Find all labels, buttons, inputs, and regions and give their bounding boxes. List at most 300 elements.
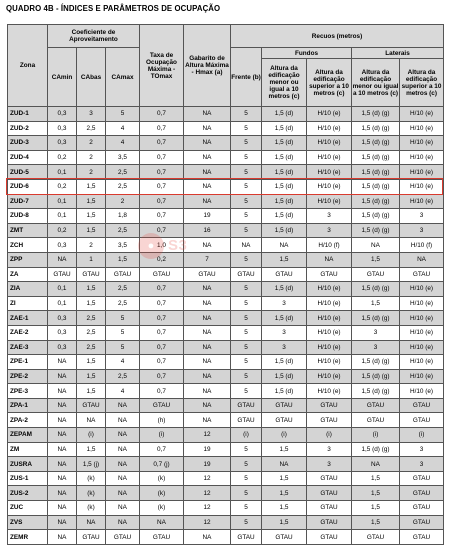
- watermark-text: S3: [168, 237, 188, 254]
- cell-gabarito: 12: [184, 501, 231, 516]
- cell-zona: ZUC: [8, 501, 48, 516]
- cell-laterais-superior: H/10 (e): [400, 150, 444, 165]
- cell-laterais-superior: GTAU: [400, 530, 444, 545]
- cell-laterais-superior: GTAU: [400, 486, 444, 501]
- cell-fundos-menor: 3: [262, 340, 307, 355]
- cell-frente: NA: [231, 238, 262, 253]
- cell-fundos-menor: 1,5 (d): [262, 223, 307, 238]
- cell-camax: 4: [106, 384, 140, 399]
- cell-frente: 5: [231, 282, 262, 297]
- cell-zona: ZUD-8: [8, 209, 48, 224]
- cell-fundos-menor: 1,5: [262, 442, 307, 457]
- cell-laterais-superior: H/10 (e): [400, 121, 444, 136]
- cell-fundos-superior: H/10 (e): [307, 107, 352, 122]
- table-row: [8, 530, 444, 545]
- cell-gabarito: NA: [184, 150, 231, 165]
- cell-camax: 2,5: [106, 179, 140, 194]
- cell-fundos-superior: H/10 (e): [307, 121, 352, 136]
- cell-fundos-superior: H/10 (e): [307, 296, 352, 311]
- cell-laterais-superior: 3: [400, 209, 444, 224]
- cell-camax: 2,5: [106, 223, 140, 238]
- cell-frente: 5: [231, 325, 262, 340]
- table-row: [8, 355, 444, 370]
- cell-camax: 4: [106, 136, 140, 151]
- cell-cabas: 2: [77, 165, 106, 180]
- cell-cabas: (k): [77, 501, 106, 516]
- cell-zona: ZUD-1: [8, 107, 48, 122]
- cell-fundos-superior: (i): [307, 428, 352, 443]
- cell-zona: ZUSRA: [8, 457, 48, 472]
- cell-cabas: 1: [77, 252, 106, 267]
- cell-cabas: 1,5: [77, 209, 106, 224]
- cell-camax: 5: [106, 311, 140, 326]
- cell-camax: 2: [106, 194, 140, 209]
- cell-laterais-menor: GTAU: [352, 530, 400, 545]
- cell-frente: GTAU: [231, 413, 262, 428]
- cell-gabarito: NA: [184, 282, 231, 297]
- cell-cabas: (k): [77, 471, 106, 486]
- cell-zona: ZUS-1: [8, 471, 48, 486]
- cell-camax: GTAU: [106, 267, 140, 282]
- cell-laterais-superior: NA: [400, 252, 444, 267]
- cell-laterais-menor: 1,5 (d) (g): [352, 107, 400, 122]
- cell-zona: ZPE-1: [8, 355, 48, 370]
- coeficiente-header: Coeficiente de Aproveitamento: [48, 25, 140, 48]
- cell-camin: 0,3: [48, 136, 77, 151]
- cell-gabarito: NA: [184, 136, 231, 151]
- occupation-parameters-table: [7, 24, 444, 545]
- cell-taxa: (k): [140, 501, 184, 516]
- cell-camax: NA: [106, 515, 140, 530]
- cell-laterais-menor: GTAU: [352, 413, 400, 428]
- taxa-ocupacao-header: Taxa de Ocupação Máxima - TOmax: [140, 25, 184, 107]
- cell-frente: 5: [231, 194, 262, 209]
- cell-taxa: 0,7: [140, 194, 184, 209]
- table-row: [8, 267, 444, 282]
- cell-zona: ZPP: [8, 252, 48, 267]
- cell-frente: (i): [231, 428, 262, 443]
- cell-fundos-superior: H/10 (e): [307, 355, 352, 370]
- cell-camax: NA: [106, 413, 140, 428]
- cell-taxa: 0,7: [140, 340, 184, 355]
- cell-camin: 0,1: [48, 209, 77, 224]
- cell-fundos-superior: GTAU: [307, 267, 352, 282]
- cell-taxa: 1,0: [140, 238, 184, 253]
- cell-fundos-superior: H/10 (e): [307, 384, 352, 399]
- cell-taxa: 0,7: [140, 107, 184, 122]
- cell-gabarito: NA: [184, 325, 231, 340]
- cell-camin: NA: [48, 398, 77, 413]
- cell-fundos-superior: GTAU: [307, 486, 352, 501]
- cell-zona: ZAE-2: [8, 325, 48, 340]
- cell-laterais-superior: H/10 (e): [400, 179, 444, 194]
- table-row: [8, 340, 444, 355]
- cell-gabarito: NA: [184, 311, 231, 326]
- cell-laterais-menor: 1,5 (d) (g): [352, 223, 400, 238]
- table-row: [8, 121, 444, 136]
- cell-camin: NA: [48, 252, 77, 267]
- cell-frente: GTAU: [231, 530, 262, 545]
- table-row: [8, 471, 444, 486]
- cell-zona: ZAE-1: [8, 311, 48, 326]
- cell-fundos-superior: H/10 (e): [307, 194, 352, 209]
- cell-zona: ZUD-2: [8, 121, 48, 136]
- cell-fundos-superior: NA: [307, 252, 352, 267]
- cell-fundos-menor: 1,5 (d): [262, 179, 307, 194]
- cell-laterais-menor: 1,5: [352, 486, 400, 501]
- cell-laterais-menor: 1,5 (d) (g): [352, 179, 400, 194]
- table-row: [8, 179, 444, 194]
- cell-gabarito: 19: [184, 442, 231, 457]
- cell-camin: NA: [48, 501, 77, 516]
- cell-frente: 5: [231, 223, 262, 238]
- table-row: [8, 136, 444, 151]
- cell-zona: ZIA: [8, 282, 48, 297]
- cell-taxa: 0,7: [140, 369, 184, 384]
- fundos-menor-header: Altura da edificação menor ou igual a 10 metros (c): [262, 59, 307, 107]
- cell-gabarito: NA: [184, 165, 231, 180]
- cell-fundos-menor: 3: [262, 325, 307, 340]
- cell-gabarito: NA: [184, 238, 231, 253]
- cell-fundos-superior: GTAU: [307, 413, 352, 428]
- table-row: [8, 501, 444, 516]
- cell-frente: 5: [231, 486, 262, 501]
- cell-frente: 5: [231, 340, 262, 355]
- cell-camin: 0,3: [48, 121, 77, 136]
- cell-fundos-superior: H/10 (e): [307, 369, 352, 384]
- cell-fundos-superior: GTAU: [307, 501, 352, 516]
- cell-camin: NA: [48, 413, 77, 428]
- cell-frente: 5: [231, 121, 262, 136]
- cell-laterais-superior: 3: [400, 223, 444, 238]
- table-row: [8, 428, 444, 443]
- cell-camin: NA: [48, 355, 77, 370]
- table-row: [8, 296, 444, 311]
- cell-laterais-menor: 1,5 (d) (g): [352, 384, 400, 399]
- table-row: [8, 398, 444, 413]
- cell-fundos-menor: NA: [262, 457, 307, 472]
- cell-zona: ZPE-3: [8, 384, 48, 399]
- cell-fundos-menor: 1,5 (d): [262, 369, 307, 384]
- cell-camin: 0,3: [48, 325, 77, 340]
- cell-camax: 1,8: [106, 209, 140, 224]
- cell-laterais-menor: 1,5 (d) (g): [352, 165, 400, 180]
- cell-fundos-menor: 1,5: [262, 252, 307, 267]
- cell-cabas: GTAU: [77, 267, 106, 282]
- cell-taxa: 0,7: [140, 384, 184, 399]
- cell-zona: ZUD-5: [8, 165, 48, 180]
- cell-zona: ZEMR: [8, 530, 48, 545]
- cell-cabas: NA: [77, 515, 106, 530]
- cell-laterais-menor: 1,5 (d) (g): [352, 355, 400, 370]
- cell-gabarito: NA: [184, 121, 231, 136]
- cell-cabas: 1,5: [77, 355, 106, 370]
- cell-zona: ZI: [8, 296, 48, 311]
- table-row: [8, 325, 444, 340]
- cell-camin: NA: [48, 457, 77, 472]
- cell-frente: 5: [231, 369, 262, 384]
- cell-camin: NA: [48, 486, 77, 501]
- recuos-header: Recuos (metros): [231, 25, 444, 48]
- cell-frente: 5: [231, 457, 262, 472]
- cell-zona: ZPE-2: [8, 369, 48, 384]
- cell-cabas: GTAU: [77, 530, 106, 545]
- cell-fundos-menor: 1,5: [262, 501, 307, 516]
- cell-zona: ZCH: [8, 238, 48, 253]
- cell-fundos-superior: 3: [307, 457, 352, 472]
- cell-frente: 5: [231, 209, 262, 224]
- table-row: [8, 413, 444, 428]
- cell-fundos-superior: H/10 (e): [307, 325, 352, 340]
- cell-fundos-menor: 1,5: [262, 471, 307, 486]
- cell-frente: 5: [231, 311, 262, 326]
- cell-camax: 5: [106, 340, 140, 355]
- cell-laterais-menor: 1,5 (d) (g): [352, 282, 400, 297]
- cell-camax: 2,5: [106, 296, 140, 311]
- cell-camax: GTAU: [106, 530, 140, 545]
- cell-taxa: 0,7: [140, 136, 184, 151]
- cell-frente: 5: [231, 179, 262, 194]
- cell-gabarito: GTAU: [184, 267, 231, 282]
- cell-frente: 5: [231, 442, 262, 457]
- cell-frente: GTAU: [231, 398, 262, 413]
- cell-camax: 2,5: [106, 165, 140, 180]
- cell-gabarito: NA: [184, 369, 231, 384]
- cell-fundos-superior: GTAU: [307, 515, 352, 530]
- zona-header: Zona: [8, 25, 48, 107]
- cell-camax: 1,5: [106, 252, 140, 267]
- cell-laterais-menor: 1,5 (d) (g): [352, 121, 400, 136]
- gabarito-header: Gabarito de Altura Máxima - Hmax (a): [184, 25, 231, 107]
- cell-cabas: 1,5: [77, 384, 106, 399]
- table-row: [8, 369, 444, 384]
- occupation-table-wrapper: [7, 24, 443, 545]
- cell-laterais-superior: H/10 (f): [400, 238, 444, 253]
- cell-fundos-menor: 1,5 (d): [262, 121, 307, 136]
- cell-zona: ZPA-1: [8, 398, 48, 413]
- cell-laterais-superior: H/10 (e): [400, 384, 444, 399]
- cell-laterais-menor: 1,5: [352, 501, 400, 516]
- cell-laterais-menor: 1,5 (d) (g): [352, 209, 400, 224]
- cell-zona: ZVS: [8, 515, 48, 530]
- cell-laterais-menor: (i): [352, 428, 400, 443]
- cell-laterais-menor: 1,5 (d) (g): [352, 311, 400, 326]
- cell-taxa: (k): [140, 471, 184, 486]
- cell-fundos-menor: GTAU: [262, 267, 307, 282]
- cell-cabas: 2,5: [77, 340, 106, 355]
- cell-camax: 2,5: [106, 369, 140, 384]
- cell-laterais-superior: H/10 (e): [400, 296, 444, 311]
- cell-frente: 5: [231, 515, 262, 530]
- cell-laterais-menor: 1,5 (d) (g): [352, 194, 400, 209]
- cell-cabas: 1,5: [77, 194, 106, 209]
- cell-frente: 5: [231, 136, 262, 151]
- cell-gabarito: NA: [184, 398, 231, 413]
- table-title: QUADRO 4B - ÍNDICES E PARÂMETROS DE OCUPAÇÃO: [6, 4, 221, 13]
- cell-frente: 5: [231, 150, 262, 165]
- laterais-menor-header: Altura da edificação menor ou igual a 10 metros (c): [352, 59, 400, 107]
- cell-fundos-menor: 1,5 (d): [262, 282, 307, 297]
- cell-cabas: NA: [77, 413, 106, 428]
- cell-zona: ZMT: [8, 223, 48, 238]
- cell-fundos-menor: 1,5 (d): [262, 107, 307, 122]
- cell-zona: ZUD-7: [8, 194, 48, 209]
- cell-taxa: 0,7: [140, 179, 184, 194]
- cell-camax: 2,5: [106, 282, 140, 297]
- cell-fundos-superior: H/10 (e): [307, 179, 352, 194]
- cell-frente: 5: [231, 296, 262, 311]
- cell-camin: 0,1: [48, 296, 77, 311]
- cell-camin: NA: [48, 369, 77, 384]
- cell-camax: 3,5: [106, 150, 140, 165]
- cell-laterais-superior: H/10 (e): [400, 355, 444, 370]
- cell-camin: NA: [48, 515, 77, 530]
- cell-camax: NA: [106, 471, 140, 486]
- cell-taxa: 0,7: [140, 150, 184, 165]
- cell-zona: ZUD-3: [8, 136, 48, 151]
- cell-camin: 0,1: [48, 194, 77, 209]
- cell-taxa: 0,7: [140, 223, 184, 238]
- fundos-header: Fundos: [262, 48, 352, 59]
- cell-camin: NA: [48, 384, 77, 399]
- cell-laterais-superior: H/10 (e): [400, 282, 444, 297]
- cell-laterais-menor: 1,5: [352, 471, 400, 486]
- cell-camin: 0,2: [48, 150, 77, 165]
- cell-cabas: 2: [77, 136, 106, 151]
- table-row: [8, 252, 444, 267]
- table-row: [8, 442, 444, 457]
- cell-taxa: 0,7: [140, 282, 184, 297]
- cell-fundos-menor: 1,5: [262, 486, 307, 501]
- cell-taxa: 0,2: [140, 252, 184, 267]
- watermark-circle: ●: [138, 233, 164, 259]
- cell-gabarito: 19: [184, 457, 231, 472]
- cell-fundos-superior: H/10 (e): [307, 340, 352, 355]
- cell-laterais-superior: H/10 (e): [400, 311, 444, 326]
- cell-laterais-superior: 3: [400, 442, 444, 457]
- cell-laterais-superior: 3: [400, 457, 444, 472]
- cell-laterais-menor: 1,5: [352, 252, 400, 267]
- cell-laterais-superior: GTAU: [400, 515, 444, 530]
- cell-camax: NA: [106, 428, 140, 443]
- cell-fundos-superior: 3: [307, 209, 352, 224]
- cell-laterais-superior: H/10 (e): [400, 369, 444, 384]
- cell-camax: NA: [106, 457, 140, 472]
- cell-cabas: 2: [77, 238, 106, 253]
- cell-cabas: 2,5: [77, 311, 106, 326]
- cell-laterais-superior: H/10 (e): [400, 136, 444, 151]
- cell-gabarito: NA: [184, 340, 231, 355]
- cell-laterais-superior: GTAU: [400, 398, 444, 413]
- table-row: [8, 238, 444, 253]
- cell-zona: ZUD-6: [8, 179, 48, 194]
- camin-header: CAmin: [48, 48, 77, 107]
- camax-header: CAmax: [106, 48, 140, 107]
- cell-laterais-superior: H/10 (e): [400, 340, 444, 355]
- cell-gabarito: NA: [184, 355, 231, 370]
- cell-taxa: 0,7: [140, 311, 184, 326]
- cell-fundos-superior: GTAU: [307, 471, 352, 486]
- cell-camin: NA: [48, 530, 77, 545]
- cell-zona: ZEPAM: [8, 428, 48, 443]
- cell-gabarito: NA: [184, 296, 231, 311]
- cell-camin: 0,2: [48, 179, 77, 194]
- cell-cabas: 2,5: [77, 121, 106, 136]
- cell-camax: 5: [106, 107, 140, 122]
- cell-zona: ZUD-4: [8, 150, 48, 165]
- cell-taxa: (h): [140, 413, 184, 428]
- cell-laterais-menor: 1,5 (d) (g): [352, 150, 400, 165]
- cell-camin: 0,2: [48, 223, 77, 238]
- cell-cabas: 1,5: [77, 282, 106, 297]
- cell-cabas: 3: [77, 107, 106, 122]
- cell-laterais-menor: GTAU: [352, 398, 400, 413]
- cell-taxa: 0,7: [140, 325, 184, 340]
- cell-fundos-menor: NA: [262, 238, 307, 253]
- fundos-superior-header: Altura da edificação superior a 10 metros (c): [307, 59, 352, 107]
- cell-camin: 0,3: [48, 107, 77, 122]
- cell-fundos-superior: 3: [307, 442, 352, 457]
- cell-cabas: 1,5: [77, 223, 106, 238]
- table-row: [8, 165, 444, 180]
- cell-fundos-menor: 1,5 (d): [262, 384, 307, 399]
- cell-zona: ZAE-3: [8, 340, 48, 355]
- cell-taxa: 0,7: [140, 442, 184, 457]
- cell-cabas: 2,5: [77, 325, 106, 340]
- cell-frente: 5: [231, 107, 262, 122]
- cell-camin: 0,3: [48, 340, 77, 355]
- cell-taxa: 0,7: [140, 121, 184, 136]
- cell-fundos-menor: GTAU: [262, 398, 307, 413]
- table-body: [8, 107, 444, 545]
- cell-laterais-menor: NA: [352, 457, 400, 472]
- cell-fundos-menor: 1,5 (d): [262, 165, 307, 180]
- cell-camin: GTAU: [48, 267, 77, 282]
- table-row: [8, 223, 444, 238]
- cell-frente: 5: [231, 501, 262, 516]
- cell-camax: 4: [106, 121, 140, 136]
- cell-laterais-menor: GTAU: [352, 267, 400, 282]
- cell-camax: 4: [106, 355, 140, 370]
- cell-cabas: 1,5: [77, 442, 106, 457]
- cabas-header: CAbas: [77, 48, 106, 107]
- cell-camin: 0,1: [48, 282, 77, 297]
- cell-taxa: 0,7: [140, 296, 184, 311]
- cell-laterais-menor: 3: [352, 340, 400, 355]
- cell-frente: 5: [231, 252, 262, 267]
- cell-taxa: 0,7: [140, 165, 184, 180]
- cell-frente: 5: [231, 165, 262, 180]
- table-row: [8, 209, 444, 224]
- cell-zona: ZM: [8, 442, 48, 457]
- table-row: [8, 282, 444, 297]
- cell-taxa: 0,7: [140, 209, 184, 224]
- table-row: [8, 107, 444, 122]
- cell-fundos-superior: GTAU: [307, 530, 352, 545]
- cell-camin: 0,1: [48, 165, 77, 180]
- cell-camin: 0,3: [48, 311, 77, 326]
- cell-camin: NA: [48, 428, 77, 443]
- cell-frente: 5: [231, 471, 262, 486]
- frente-header: Frente (b): [231, 48, 262, 107]
- cell-fundos-superior: 3: [307, 223, 352, 238]
- cell-cabas: 1,5: [77, 296, 106, 311]
- cell-gabarito: NA: [184, 530, 231, 545]
- cell-taxa: 0,7: [140, 355, 184, 370]
- cell-fundos-superior: H/10 (e): [307, 311, 352, 326]
- cell-camax: 3,5: [106, 238, 140, 253]
- cell-camax: NA: [106, 398, 140, 413]
